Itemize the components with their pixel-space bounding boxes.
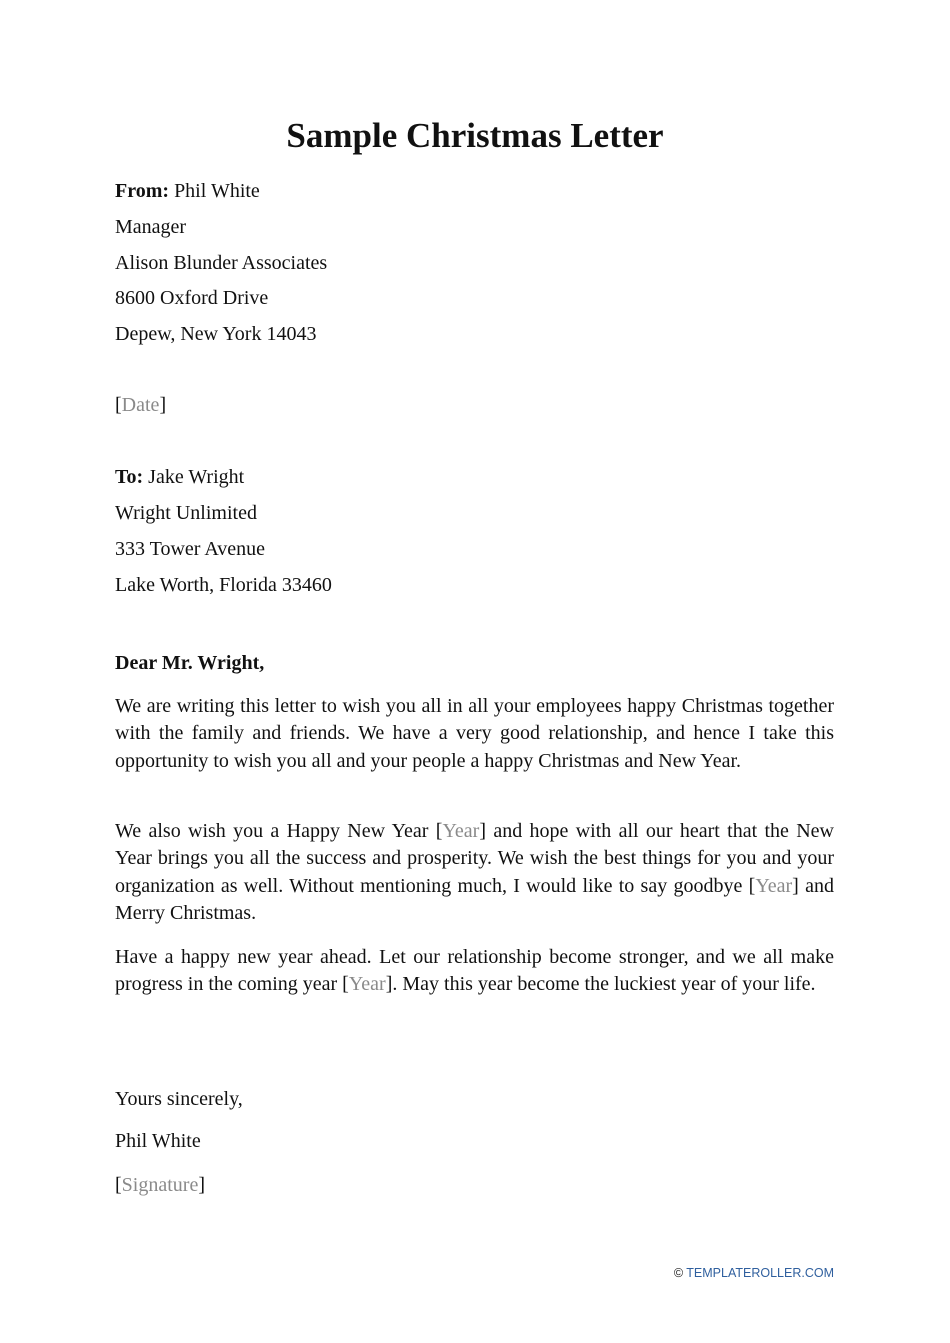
date-field: [Date] <box>115 394 167 416</box>
recipient-name: Jake Wright <box>148 466 245 488</box>
signature-placeholder: Signature <box>121 1174 199 1196</box>
sender-name-line <box>115 177 260 205</box>
body-paragraph-1: We are writing this letter to wish you all in all your employees happy Christmas together with the family and friends. We have a very good relationship, and hence I take this opportunity to wish you all and your people a happy Christmas and New Year. <box>115 695 834 772</box>
year-placeholder: Year <box>348 973 386 996</box>
p2-text-b: and hope with all our heart that the New Year brings you all the success and prosperity. We wish the best things for you and your organization as well. Without mentioning much, I would like to say goodbye <box>115 820 834 897</box>
recipient-city: Lake Worth, Florida 33460 <box>115 574 332 596</box>
page-title: Sample Christmas Letter <box>286 116 664 155</box>
p3-text-b: . May this year become the luckiest year of your life. <box>392 973 816 996</box>
from-label: From: <box>115 180 170 202</box>
footer-site-link[interactable]: TEMPLATEROLLER.COM <box>686 1266 834 1280</box>
sender-company: Alison Blunder Associates <box>115 252 328 274</box>
year-placeholder: Year <box>755 874 793 897</box>
salutation: Dear Mr. Wright, <box>115 652 265 674</box>
sender-name: Phil White <box>174 180 260 202</box>
sender-city: Depew, New York 14043 <box>115 323 317 345</box>
sender-position: Manager <box>115 216 187 238</box>
to-label: To: <box>115 466 144 488</box>
footer-credit <box>674 1265 834 1281</box>
date-placeholder: Date <box>121 394 160 416</box>
p3-text-a: Have a happy new year ahead. Let our relationship become stronger, and we all make progress in the coming year <box>115 946 834 996</box>
signer-name: Phil White <box>115 1130 201 1152</box>
p2-text-c: and Merry Christmas. <box>115 874 834 924</box>
body-paragraph-3: Have a happy new year ahead. Let our relationship become stronger, and we all make progress in the coming year [Year]. May this year become the luckiest year of your life. <box>115 946 834 996</box>
year-placeholder: Year <box>442 820 480 842</box>
closing: Yours sincerely, <box>115 1088 243 1110</box>
copyright-icon: © <box>673 1266 684 1280</box>
recipient-name-line <box>115 463 244 491</box>
signature-field: [Signature] <box>115 1174 205 1196</box>
sender-street: 8600 Oxford Drive <box>115 287 269 309</box>
recipient-street: 333 Tower Avenue <box>115 538 266 560</box>
p2-text-a: We also wish you a Happy New Year <box>115 820 436 842</box>
recipient-company: Wright Unlimited <box>115 502 257 524</box>
body-paragraph-2: We also wish you a Happy New Year [Year] and hope with all our heart that the New Year brings you all the success and prosperity. We wish the best things for you and your organization as well. Without mentioning much, I would like to say goodbye [Year] and Merry Christmas. <box>115 820 834 924</box>
